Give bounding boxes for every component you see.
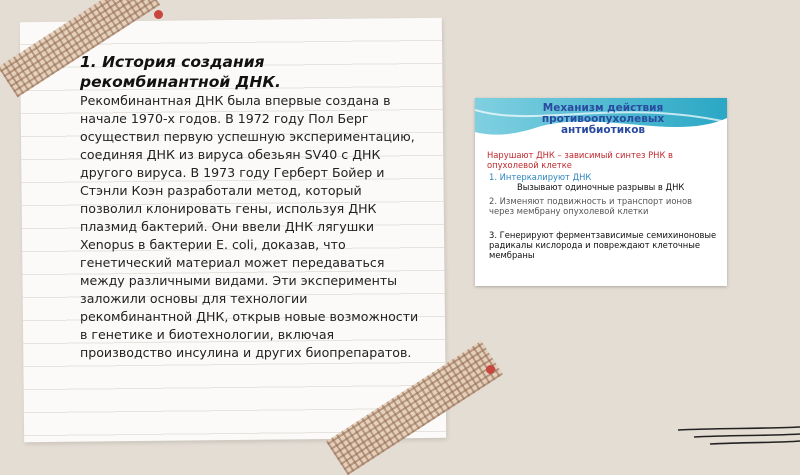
slide-item-1: 1. Интеркалируют ДНК [489,172,592,182]
decorative-lines [676,420,800,450]
slide-intro: Нарушают ДНК – зависимый синтез РНК в опухолевой клетке [487,150,673,170]
section-title: 1. История создания рекомбинантной ДНК. [80,53,281,91]
pin-dot-top [154,10,163,19]
slide-image [475,98,727,286]
slide-item-1-sub: Вызывают одиночные разрывы в ДНК [517,182,685,192]
pin-dot-bottom [486,365,495,374]
section-body: Рекомбинантная ДНК была впервые создана в начале 1970-х годов. В 1972 году Пол Берг осуществил первую успешную экспериментацию, соединяя ДНК из вируса обезьян SV40 с ДНК другого вируса. В 1973 году Герберт Бойер и Стэнли Коэн разработали метод, который позволил клонировать гены, используя ДНК плазмид бактерий. Они ввели ДНК лягушки Xenopus в бактерии E. coli, доказав, что генетический материал может передаваться между различными видами. Эти эксперименты заложили основы для технологии рекомбинантной ДНК, открыв новые возможности в генетике и биотехнологии, включая производство инсулина и других биопрепаратов. [80,93,419,360]
slide-item-2: 2. Изменяют подвижность и транспорт ионов через мембрану опухолевой клетки [489,196,693,216]
slide-body [487,150,717,260]
slide-title: Механизм действия противоопухолевых антибиотиков [541,102,665,136]
text-content [80,52,420,362]
slide-item-3: 3. Генерируют ферментзависимые семихиноновые радикалы кислорода и повреждают клеточные мембраны [489,230,717,260]
